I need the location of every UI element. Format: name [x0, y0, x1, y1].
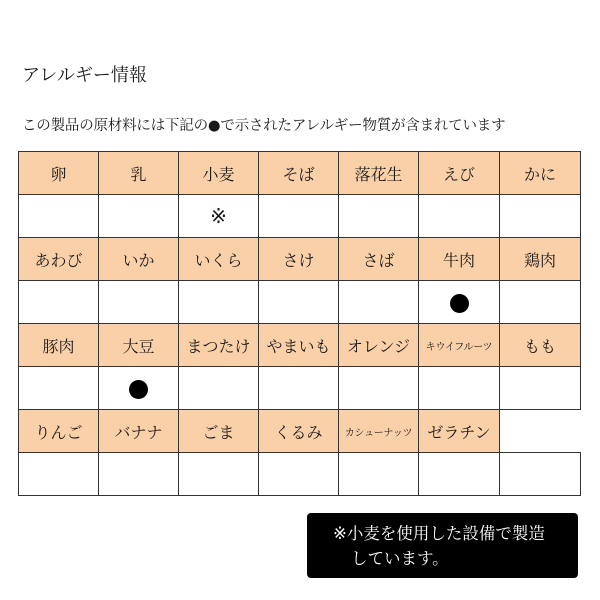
allergen-mark-cell — [339, 195, 419, 238]
allergen-label: オレンジ — [339, 324, 419, 367]
contains-marker — [129, 380, 148, 399]
contains-marker — [450, 294, 469, 313]
allergen-mark-cell — [99, 453, 179, 496]
allergen-mark-cell — [179, 195, 259, 238]
allergen-label: 牛肉 — [419, 238, 500, 281]
allergen-label: さけ — [259, 238, 339, 281]
allergen-label: もも — [500, 324, 581, 367]
allergen-mark-cell — [419, 195, 500, 238]
page-title: アレルギー情報 — [22, 65, 147, 86]
allergen-label-row — [19, 152, 581, 195]
allergen-label: いか — [99, 238, 179, 281]
allergen-mark-cell — [259, 281, 339, 324]
allergen-mark-cell — [419, 367, 500, 410]
allergy-table — [18, 151, 581, 496]
allergen-label: りんご — [19, 410, 99, 453]
note-line-1: ※小麦を使用した設備で製造 — [333, 524, 545, 543]
allergen-label-row — [19, 324, 581, 367]
allergen-mark-row — [19, 453, 581, 496]
allergen-label: キウイフルーツ — [419, 324, 500, 367]
allergen-label: 落花生 — [339, 152, 419, 195]
allergen-mark-cell — [19, 195, 99, 238]
allergen-label: ゼラチン — [419, 410, 500, 453]
allergen-mark-cell — [339, 367, 419, 410]
allergen-mark-cell — [99, 281, 179, 324]
allergen-label: 乳 — [99, 152, 179, 195]
allergen-mark-cell — [19, 281, 99, 324]
allergen-label: 鶏肉 — [500, 238, 581, 281]
facility-marker: ※ — [210, 204, 227, 228]
allergen-mark-cell — [259, 195, 339, 238]
allergen-label: まつたけ — [179, 324, 259, 367]
allergen-mark-cell — [99, 195, 179, 238]
allergen-label: そば — [259, 152, 339, 195]
allergen-mark-cell — [19, 367, 99, 410]
allergen-mark-row — [19, 367, 581, 410]
allergen-mark-row — [19, 281, 581, 324]
facility-note — [307, 513, 578, 578]
allergen-label: あわび — [19, 238, 99, 281]
allergen-label: 卵 — [19, 152, 99, 195]
allergen-mark-cell — [500, 195, 581, 238]
empty-cell — [500, 410, 581, 453]
allergen-label: 小麦 — [179, 152, 259, 195]
allergen-label: かに — [500, 152, 581, 195]
allergen-mark-cell — [419, 453, 500, 496]
allergen-label: えび — [419, 152, 500, 195]
allergen-label: いくら — [179, 238, 259, 281]
allergen-label-row — [19, 410, 581, 453]
allergen-mark-cell — [339, 453, 419, 496]
allergen-label: くるみ — [259, 410, 339, 453]
allergen-mark-cell — [339, 281, 419, 324]
allergen-label: さば — [339, 238, 419, 281]
allergen-label: バナナ — [99, 410, 179, 453]
allergen-mark-cell — [259, 367, 339, 410]
allergen-mark-cell — [500, 367, 581, 410]
allergen-label: 豚肉 — [19, 324, 99, 367]
allergen-mark-cell — [179, 281, 259, 324]
allergen-mark-cell — [500, 281, 581, 324]
allergen-mark-cell — [179, 453, 259, 496]
allergen-label: カシューナッツ — [339, 410, 419, 453]
allergen-mark-cell — [500, 453, 581, 496]
allergen-label: 大豆 — [99, 324, 179, 367]
intro-text: この製品の原材料には下記の●で示されたアレルギー物質が含まれています — [22, 118, 506, 134]
allergen-mark-cell — [99, 367, 179, 410]
allergen-mark-cell — [19, 453, 99, 496]
note-line-2: しています。 — [351, 549, 449, 568]
allergen-mark-cell — [179, 367, 259, 410]
allergen-mark-row — [19, 195, 581, 238]
allergen-label: やまいも — [259, 324, 339, 367]
allergen-label-row — [19, 238, 581, 281]
allergen-label: ごま — [179, 410, 259, 453]
allergen-mark-cell — [419, 281, 500, 324]
allergen-mark-cell — [259, 453, 339, 496]
